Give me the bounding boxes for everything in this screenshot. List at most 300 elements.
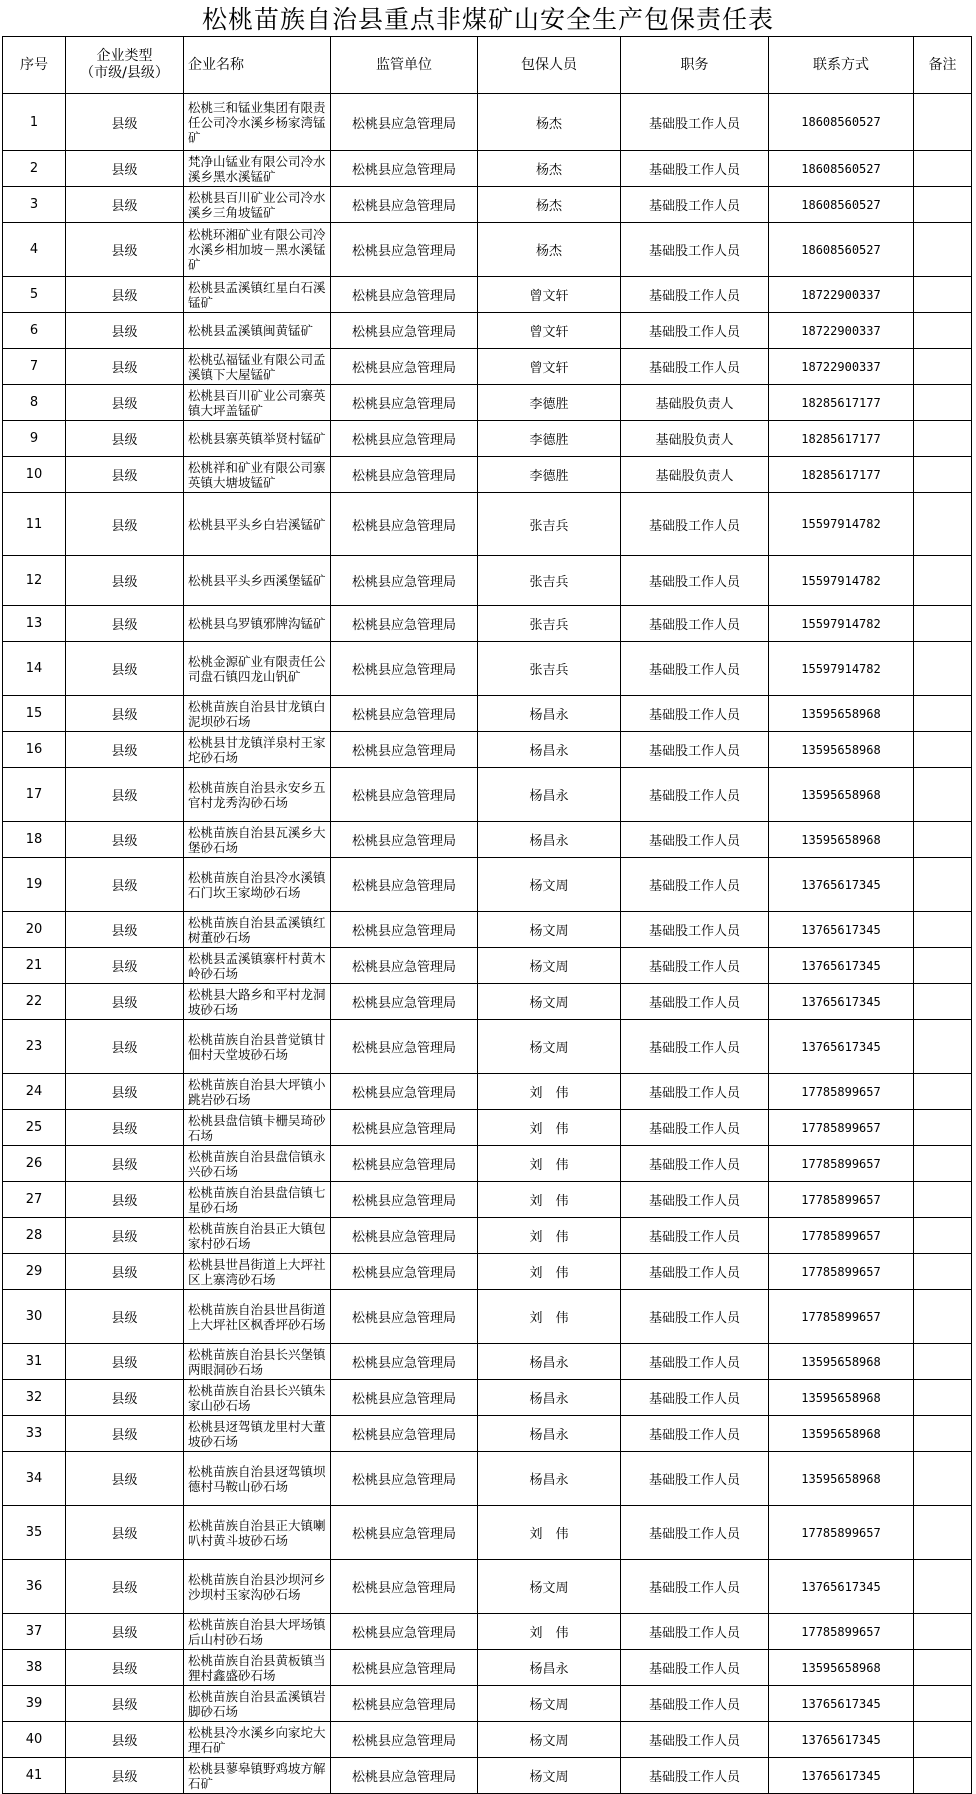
cell-note [914, 277, 972, 313]
cell-person: 刘 伟 [478, 1146, 621, 1182]
table-row [3, 1254, 972, 1290]
cell-type: 县级 [66, 768, 184, 822]
cell-note [914, 1452, 972, 1506]
table-row [3, 94, 972, 151]
cell-note [914, 223, 972, 277]
cell-note [914, 912, 972, 948]
table-row [3, 1218, 972, 1254]
cell-note [914, 732, 972, 768]
cell-phone: 17785899657 [769, 1254, 914, 1290]
cell-person: 李德胜 [478, 457, 621, 493]
cell-note [914, 556, 972, 606]
cell-person: 刘 伟 [478, 1074, 621, 1110]
cell-name: 松桃县冷水溪乡向家坨大理石矿 [184, 1722, 331, 1758]
cell-person: 杨昌永 [478, 1452, 621, 1506]
cell-seq: 32 [3, 1380, 66, 1416]
cell-phone: 18608560527 [769, 223, 914, 277]
cell-phone: 15597914782 [769, 556, 914, 606]
cell-phone: 15597914782 [769, 493, 914, 556]
cell-position: 基础股工作人员 [621, 1686, 769, 1722]
cell-phone: 13765617345 [769, 984, 914, 1020]
cell-phone: 17785899657 [769, 1110, 914, 1146]
table-row [3, 1614, 972, 1650]
header-type: 企业类型 （市级/县级） [66, 37, 184, 94]
cell-person: 杨昌永 [478, 1416, 621, 1452]
cell-type: 县级 [66, 1020, 184, 1074]
cell-phone: 18608560527 [769, 151, 914, 187]
table-row [3, 1290, 972, 1344]
cell-unit: 松桃县应急管理局 [331, 223, 478, 277]
header-phone: 联系方式 [769, 37, 914, 94]
header-row [3, 37, 972, 94]
cell-name: 松桃县蓼皋镇野鸡坡方解石矿 [184, 1758, 331, 1794]
cell-position: 基础股工作人员 [621, 313, 769, 349]
cell-type: 县级 [66, 493, 184, 556]
cell-position: 基础股工作人员 [621, 187, 769, 223]
cell-seq: 7 [3, 349, 66, 385]
cell-name: 松桃县平头乡白岩溪锰矿 [184, 493, 331, 556]
cell-seq: 24 [3, 1074, 66, 1110]
cell-seq: 15 [3, 696, 66, 732]
cell-phone: 18608560527 [769, 187, 914, 223]
cell-phone: 17785899657 [769, 1074, 914, 1110]
cell-name: 松桃苗族自治县迓驾镇坝德村马鞍山砂石场 [184, 1452, 331, 1506]
cell-person: 杨杰 [478, 187, 621, 223]
header-seq: 序号 [3, 37, 66, 94]
cell-unit: 松桃县应急管理局 [331, 1146, 478, 1182]
cell-position: 基础股工作人员 [621, 1074, 769, 1110]
cell-unit: 松桃县应急管理局 [331, 151, 478, 187]
cell-note [914, 768, 972, 822]
cell-name: 松桃苗族自治县冷水溪镇石门坎王家坳砂石场 [184, 858, 331, 912]
cell-position: 基础股工作人员 [621, 948, 769, 984]
cell-position: 基础股负责人 [621, 457, 769, 493]
cell-phone: 17785899657 [769, 1506, 914, 1560]
cell-note [914, 1182, 972, 1218]
cell-note [914, 94, 972, 151]
cell-phone: 18608560527 [769, 94, 914, 151]
cell-person: 杨文周 [478, 912, 621, 948]
cell-name: 松桃县孟溪镇寨杆村黄木岭砂石场 [184, 948, 331, 984]
cell-phone: 18722900337 [769, 277, 914, 313]
cell-type: 县级 [66, 349, 184, 385]
cell-type: 县级 [66, 385, 184, 421]
cell-position: 基础股工作人员 [621, 277, 769, 313]
cell-type: 县级 [66, 277, 184, 313]
table-row [3, 1380, 972, 1416]
cell-name: 松桃祥和矿业有限公司寨英镇大塘坡锰矿 [184, 457, 331, 493]
cell-name: 松桃弘福锰业有限公司孟溪镇下大屋锰矿 [184, 349, 331, 385]
cell-seq: 3 [3, 187, 66, 223]
cell-seq: 35 [3, 1506, 66, 1560]
cell-note [914, 385, 972, 421]
cell-note [914, 696, 972, 732]
cell-note [914, 1686, 972, 1722]
cell-seq: 10 [3, 457, 66, 493]
cell-person: 杨文周 [478, 1020, 621, 1074]
cell-position: 基础股工作人员 [621, 223, 769, 277]
cell-position: 基础股工作人员 [621, 1452, 769, 1506]
cell-person: 杨昌永 [478, 1650, 621, 1686]
cell-seq: 22 [3, 984, 66, 1020]
cell-type: 县级 [66, 151, 184, 187]
cell-phone: 13595658968 [769, 696, 914, 732]
cell-phone: 13595658968 [769, 1650, 914, 1686]
cell-name: 松桃苗族自治县孟溪镇岩脚砂石场 [184, 1686, 331, 1722]
cell-unit: 松桃县应急管理局 [331, 696, 478, 732]
table-row [3, 1686, 972, 1722]
cell-phone: 13765617345 [769, 1020, 914, 1074]
cell-position: 基础股工作人员 [621, 1254, 769, 1290]
page-title: 松桃苗族自治县重点非煤矿山安全生产包保责任表 [201, 5, 774, 34]
cell-position: 基础股工作人员 [621, 1722, 769, 1758]
cell-unit: 松桃县应急管理局 [331, 1416, 478, 1452]
cell-person: 刘 伟 [478, 1614, 621, 1650]
cell-name: 松桃苗族自治县沙坝河乡沙坝村玉家沟砂石场 [184, 1560, 331, 1614]
cell-person: 李德胜 [478, 421, 621, 457]
table-row [3, 984, 972, 1020]
table-row [3, 768, 972, 822]
table-row [3, 493, 972, 556]
cell-type: 县级 [66, 1110, 184, 1146]
cell-unit: 松桃县应急管理局 [331, 984, 478, 1020]
cell-type: 县级 [66, 94, 184, 151]
header-unit: 监管单位 [331, 37, 478, 94]
cell-person: 杨文周 [478, 984, 621, 1020]
cell-name: 松桃县平头乡西溪堡锰矿 [184, 556, 331, 606]
cell-type: 县级 [66, 223, 184, 277]
table-row [3, 948, 972, 984]
cell-phone: 18285617177 [769, 385, 914, 421]
cell-seq: 33 [3, 1416, 66, 1452]
cell-unit: 松桃县应急管理局 [331, 642, 478, 696]
cell-position: 基础股工作人员 [621, 1650, 769, 1686]
cell-seq: 11 [3, 493, 66, 556]
cell-position: 基础股工作人员 [621, 1344, 769, 1380]
cell-type: 县级 [66, 948, 184, 984]
cell-type: 县级 [66, 313, 184, 349]
cell-seq: 1 [3, 94, 66, 151]
cell-note [914, 1506, 972, 1560]
cell-person: 张吉兵 [478, 556, 621, 606]
cell-name: 松桃县世昌街道上大坪社区上寨湾砂石场 [184, 1254, 331, 1290]
cell-person: 张吉兵 [478, 493, 621, 556]
cell-person: 杨杰 [478, 94, 621, 151]
cell-phone: 13765617345 [769, 1686, 914, 1722]
cell-unit: 松桃县应急管理局 [331, 606, 478, 642]
cell-position: 基础股工作人员 [621, 1560, 769, 1614]
cell-seq: 26 [3, 1146, 66, 1182]
cell-phone: 13595658968 [769, 1452, 914, 1506]
table-row [3, 642, 972, 696]
cell-seq: 23 [3, 1020, 66, 1074]
cell-person: 杨文周 [478, 1758, 621, 1794]
cell-position: 基础股工作人员 [621, 1146, 769, 1182]
cell-type: 县级 [66, 1722, 184, 1758]
cell-phone: 17785899657 [769, 1146, 914, 1182]
cell-phone: 15597914782 [769, 642, 914, 696]
table-row [3, 1650, 972, 1686]
header-name: 企业名称 [184, 37, 331, 94]
cell-name: 松桃苗族自治县大坪镇小跳岩砂石场 [184, 1074, 331, 1110]
cell-position: 基础股工作人员 [621, 151, 769, 187]
cell-unit: 松桃县应急管理局 [331, 1506, 478, 1560]
cell-name: 松桃苗族自治县普觉镇甘佃村天堂坡砂石场 [184, 1020, 331, 1074]
cell-unit: 松桃县应急管理局 [331, 94, 478, 151]
cell-person: 刘 伟 [478, 1290, 621, 1344]
cell-position: 基础股工作人员 [621, 1758, 769, 1794]
cell-seq: 31 [3, 1344, 66, 1380]
cell-note [914, 822, 972, 858]
cell-seq: 20 [3, 912, 66, 948]
table-row [3, 1020, 972, 1074]
table-row [3, 457, 972, 493]
table-row [3, 421, 972, 457]
table-row [3, 1182, 972, 1218]
cell-note [914, 1254, 972, 1290]
cell-person: 杨文周 [478, 948, 621, 984]
cell-name: 松桃环湘矿业有限公司冷水溪乡相加坡－黑水溪锰矿 [184, 223, 331, 277]
table-row [3, 1560, 972, 1614]
cell-position: 基础股工作人员 [621, 1218, 769, 1254]
cell-person: 刘 伟 [478, 1110, 621, 1146]
cell-unit: 松桃县应急管理局 [331, 768, 478, 822]
table-row [3, 1074, 972, 1110]
cell-name: 松桃三和锰业集团有限责任公司冷水溪乡杨家湾锰矿 [184, 94, 331, 151]
cell-seq: 9 [3, 421, 66, 457]
cell-name: 松桃苗族自治县甘龙镇白泥坝砂石场 [184, 696, 331, 732]
cell-type: 县级 [66, 1758, 184, 1794]
table-row [3, 732, 972, 768]
cell-position: 基础股工作人员 [621, 912, 769, 948]
cell-type: 县级 [66, 1452, 184, 1506]
cell-seq: 38 [3, 1650, 66, 1686]
cell-seq: 2 [3, 151, 66, 187]
cell-person: 张吉兵 [478, 606, 621, 642]
header-person: 包保人员 [478, 37, 621, 94]
cell-unit: 松桃县应急管理局 [331, 732, 478, 768]
cell-position: 基础股工作人员 [621, 984, 769, 1020]
table-row [3, 187, 972, 223]
cell-person: 杨文周 [478, 1560, 621, 1614]
cell-seq: 6 [3, 313, 66, 349]
cell-person: 曾文轩 [478, 277, 621, 313]
cell-person: 李德胜 [478, 385, 621, 421]
cell-unit: 松桃县应急管理局 [331, 385, 478, 421]
cell-type: 县级 [66, 1416, 184, 1452]
cell-phone: 17785899657 [769, 1614, 914, 1650]
table-row [3, 1110, 972, 1146]
cell-position: 基础股负责人 [621, 421, 769, 457]
table-row [3, 1416, 972, 1452]
cell-type: 县级 [66, 457, 184, 493]
cell-unit: 松桃县应急管理局 [331, 349, 478, 385]
cell-unit: 松桃县应急管理局 [331, 822, 478, 858]
cell-note [914, 421, 972, 457]
cell-name: 松桃县乌罗镇邪牌沟锰矿 [184, 606, 331, 642]
cell-seq: 21 [3, 948, 66, 984]
cell-note [914, 642, 972, 696]
table-row [3, 1146, 972, 1182]
cell-position: 基础股工作人员 [621, 768, 769, 822]
cell-person: 杨昌永 [478, 822, 621, 858]
table-row [3, 912, 972, 948]
cell-unit: 松桃县应急管理局 [331, 948, 478, 984]
cell-note [914, 1380, 972, 1416]
cell-unit: 松桃县应急管理局 [331, 1758, 478, 1794]
cell-seq: 30 [3, 1290, 66, 1344]
cell-note [914, 493, 972, 556]
cell-phone: 13765617345 [769, 1758, 914, 1794]
cell-name: 松桃苗族自治县瓦溪乡大堡砂石场 [184, 822, 331, 858]
cell-phone: 17785899657 [769, 1218, 914, 1254]
cell-person: 杨昌永 [478, 768, 621, 822]
cell-seq: 12 [3, 556, 66, 606]
cell-position: 基础股工作人员 [621, 1290, 769, 1344]
cell-unit: 松桃县应急管理局 [331, 1650, 478, 1686]
cell-note [914, 349, 972, 385]
table-row [3, 277, 972, 313]
cell-unit: 松桃县应急管理局 [331, 1254, 478, 1290]
cell-person: 曾文轩 [478, 313, 621, 349]
cell-note [914, 457, 972, 493]
cell-note [914, 1290, 972, 1344]
cell-type: 县级 [66, 1686, 184, 1722]
cell-seq: 25 [3, 1110, 66, 1146]
cell-seq: 39 [3, 1686, 66, 1722]
cell-unit: 松桃县应急管理局 [331, 1686, 478, 1722]
cell-unit: 松桃县应急管理局 [331, 1020, 478, 1074]
cell-note [914, 1650, 972, 1686]
cell-type: 县级 [66, 1254, 184, 1290]
cell-unit: 松桃县应急管理局 [331, 1452, 478, 1506]
cell-position: 基础股工作人员 [621, 94, 769, 151]
cell-phone: 13765617345 [769, 948, 914, 984]
cell-seq: 13 [3, 606, 66, 642]
cell-position: 基础股工作人员 [621, 606, 769, 642]
cell-person: 刘 伟 [478, 1182, 621, 1218]
header-position: 职务 [621, 37, 769, 94]
cell-person: 刘 伟 [478, 1254, 621, 1290]
cell-note [914, 858, 972, 912]
cell-position: 基础股工作人员 [621, 858, 769, 912]
table-row [3, 151, 972, 187]
cell-unit: 松桃县应急管理局 [331, 1722, 478, 1758]
cell-person: 杨文周 [478, 858, 621, 912]
table-row [3, 556, 972, 606]
cell-seq: 14 [3, 642, 66, 696]
cell-note [914, 1758, 972, 1794]
cell-type: 县级 [66, 606, 184, 642]
cell-unit: 松桃县应急管理局 [331, 457, 478, 493]
cell-phone: 17785899657 [769, 1182, 914, 1218]
cell-seq: 18 [3, 822, 66, 858]
cell-position: 基础股工作人员 [621, 822, 769, 858]
table-row [3, 858, 972, 912]
cell-position: 基础股工作人员 [621, 349, 769, 385]
cell-name: 松桃县迓驾镇龙里村大董坡砂石场 [184, 1416, 331, 1452]
cell-unit: 松桃县应急管理局 [331, 313, 478, 349]
cell-name: 松桃县大路乡和平村龙洞坡砂石场 [184, 984, 331, 1020]
cell-seq: 29 [3, 1254, 66, 1290]
cell-unit: 松桃县应急管理局 [331, 858, 478, 912]
cell-phone: 13765617345 [769, 912, 914, 948]
cell-unit: 松桃县应急管理局 [331, 1560, 478, 1614]
cell-unit: 松桃县应急管理局 [331, 493, 478, 556]
cell-name: 松桃苗族自治县世昌街道上大坪社区枫香坪砂石场 [184, 1290, 331, 1344]
cell-seq: 40 [3, 1722, 66, 1758]
cell-person: 杨昌永 [478, 1344, 621, 1380]
cell-note [914, 1344, 972, 1380]
cell-phone: 18722900337 [769, 349, 914, 385]
cell-name: 松桃苗族自治县盘信镇七星砂石场 [184, 1182, 331, 1218]
cell-note [914, 187, 972, 223]
cell-unit: 松桃县应急管理局 [331, 556, 478, 606]
cell-unit: 松桃县应急管理局 [331, 1614, 478, 1650]
cell-name: 松桃县百川矿业公司寨英镇大坪盖锰矿 [184, 385, 331, 421]
cell-seq: 17 [3, 768, 66, 822]
cell-name: 松桃苗族自治县长兴镇朱家山砂石场 [184, 1380, 331, 1416]
cell-seq: 19 [3, 858, 66, 912]
cell-type: 县级 [66, 421, 184, 457]
cell-person: 刘 伟 [478, 1218, 621, 1254]
cell-seq: 28 [3, 1218, 66, 1254]
cell-person: 杨文周 [478, 1686, 621, 1722]
cell-person: 刘 伟 [478, 1506, 621, 1560]
table-row [3, 1452, 972, 1506]
cell-type: 县级 [66, 732, 184, 768]
cell-seq: 36 [3, 1560, 66, 1614]
cell-note [914, 1722, 972, 1758]
cell-name: 松桃苗族自治县黄板镇当狸村鑫盛砂石场 [184, 1650, 331, 1686]
cell-seq: 37 [3, 1614, 66, 1650]
cell-note [914, 1416, 972, 1452]
cell-name: 松桃苗族自治县长兴堡镇两眼洞砂石场 [184, 1344, 331, 1380]
table-row [3, 1758, 972, 1794]
cell-note [914, 1614, 972, 1650]
cell-name: 松桃苗族自治县盘信镇永兴砂石场 [184, 1146, 331, 1182]
cell-person: 杨昌永 [478, 696, 621, 732]
cell-position: 基础股工作人员 [621, 1506, 769, 1560]
cell-unit: 松桃县应急管理局 [331, 1074, 478, 1110]
cell-unit: 松桃县应急管理局 [331, 1344, 478, 1380]
cell-note [914, 1146, 972, 1182]
table-row [3, 822, 972, 858]
cell-name: 松桃县寨英镇举贤村锰矿 [184, 421, 331, 457]
cell-seq: 4 [3, 223, 66, 277]
cell-phone: 15597914782 [769, 606, 914, 642]
table-row [3, 1506, 972, 1560]
cell-seq: 8 [3, 385, 66, 421]
header-note: 备注 [914, 37, 972, 94]
cell-name: 松桃苗族自治县正大镇喇叭村黄斗坡砂石场 [184, 1506, 331, 1560]
cell-position: 基础股工作人员 [621, 696, 769, 732]
cell-person: 张吉兵 [478, 642, 621, 696]
table-row [3, 696, 972, 732]
cell-phone: 13595658968 [769, 1416, 914, 1452]
cell-type: 县级 [66, 1650, 184, 1686]
cell-note [914, 606, 972, 642]
cell-unit: 松桃县应急管理局 [331, 277, 478, 313]
cell-type: 县级 [66, 642, 184, 696]
cell-note [914, 313, 972, 349]
cell-type: 县级 [66, 1560, 184, 1614]
cell-phone: 13765617345 [769, 858, 914, 912]
cell-type: 县级 [66, 1074, 184, 1110]
cell-name: 松桃苗族自治县正大镇包家村砂石场 [184, 1218, 331, 1254]
cell-phone: 18722900337 [769, 313, 914, 349]
cell-phone: 18285617177 [769, 421, 914, 457]
